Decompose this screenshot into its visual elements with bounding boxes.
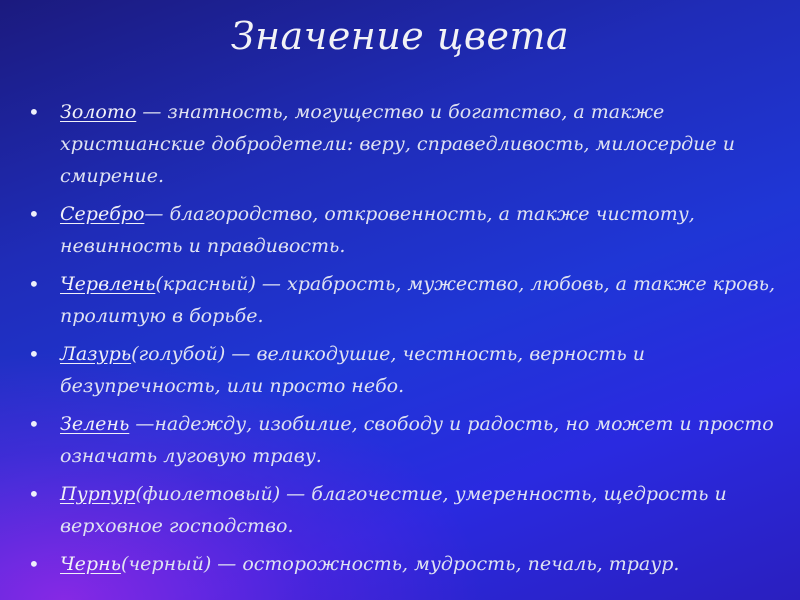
dash-separator: — [255,273,287,295]
list-item-azure [28,338,788,402]
dash-separator: — [144,203,170,225]
dash-separator: — [211,553,243,575]
bullet-icon: • [28,482,40,506]
bullet-icon: • [28,412,40,436]
bullet-icon: • [28,342,40,366]
term-label: Зелень [60,413,130,435]
term-note: (фиолетовый) [135,483,281,505]
list-item-green [28,408,788,472]
list-item-gold [28,96,788,192]
bullet-icon: • [28,272,40,296]
term-description: осторожность, мудрость, печаль, траур. [242,553,680,575]
bullet-icon: • [28,552,40,576]
term-label: Золото [60,101,137,123]
term-description: надежду, изобилие, свободу и радость, но может и просто означать луговую траву. [60,413,774,467]
dash-separator: — [225,343,257,365]
term-description: благородство, откровенность, а также чистоту, невинность и правдивость. [60,203,695,257]
list-item-purple [28,478,788,542]
term-description: храбрость, мужество, любовь, а также кровь, пролитую в борьбе. [60,273,775,327]
term-label: Лазурь [60,343,132,365]
list-item-black [28,548,788,580]
dash-separator: — [129,413,155,435]
term-label: Чернь [60,553,121,575]
list-item-silver [28,198,788,262]
term-description: благочестие, умеренность, щедрость и верховное господство. [60,483,727,537]
slide-title: Значение цвета [230,14,570,58]
bullet-icon: • [28,202,40,226]
term-description: великодушие, честность, верность и безупречность, или просто небо. [60,343,645,397]
dash-separator: — [280,483,312,505]
dash-separator: — [136,101,168,123]
term-label: Червлень [60,273,156,295]
term-description: знатность, могущество и богатство, а также христианские добродетели: веру, справедливость, милосердие и смирение. [60,101,735,187]
term-label: Пурпур [60,483,136,505]
term-label: Серебро [60,203,145,225]
color-meaning-list [28,96,788,586]
bullet-icon: • [28,100,40,124]
list-item-red [28,268,788,332]
term-note: (черный) [120,553,212,575]
term-note: (красный) [155,273,256,295]
term-note: (голубой) [131,343,226,365]
